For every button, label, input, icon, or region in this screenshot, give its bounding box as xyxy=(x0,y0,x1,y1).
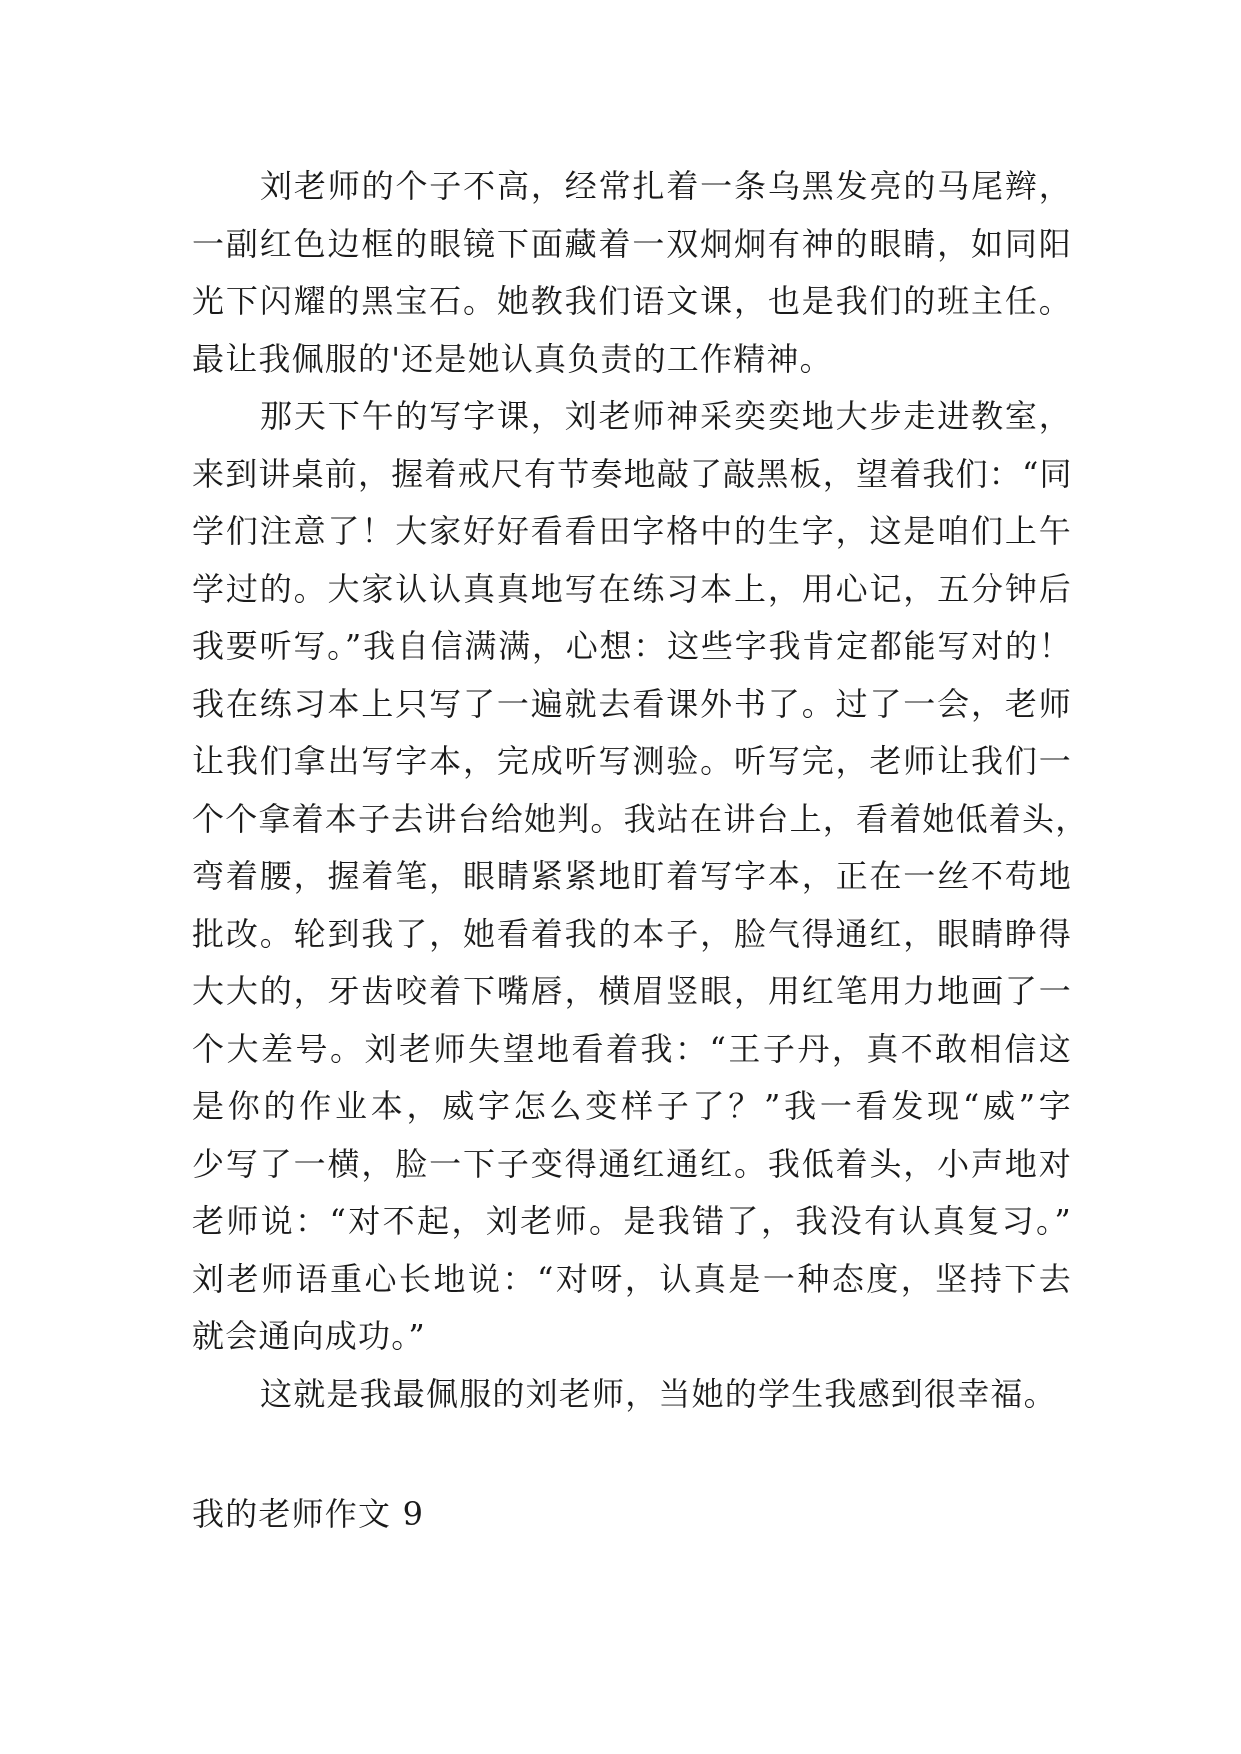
essay-body xyxy=(192,158,1089,1423)
text-line: 光下闪耀的黑宝石。她教我们语文课，也是我们的班主任。 xyxy=(192,282,1072,320)
text-line: 让我们拿出写字本，完成听写测验。听写完，老师让我们一 xyxy=(192,742,1072,780)
text-line: 学过的。大家认认真真地写在练习本上，用心记，五分钟后 xyxy=(192,569,1072,608)
text-line: 刘老师语重心长地说：“对呀，认真是一种态度，坚持下去 xyxy=(192,1259,1072,1298)
paragraph-3 xyxy=(192,1366,1072,1424)
text-line: 个大差号。刘老师失望地看着我：“王子丹，真不敢相信这 xyxy=(192,1029,1072,1068)
section-heading: 我的老师作文 9 xyxy=(192,1495,425,1533)
text-line: 这就是我最佩服的刘老师，当她的学生我感到很幸福。 xyxy=(260,1374,1057,1413)
text-line: 刘老师的个子不高，经常扎着一条乌黑发亮的马尾辫， xyxy=(260,167,1072,205)
text-line: 弯着腰，握着笔，眼睛紧紧地盯着写字本，正在一丝不苟地 xyxy=(192,857,1072,895)
paragraph-2 xyxy=(192,388,1089,1366)
text-line: 来到讲桌前，握着戒尺有节奏地敲了敲黑板，望着我们：“同 xyxy=(192,454,1073,493)
text-line: 老师说：“对不起，刘老师。是我错了，我没有认真复习。” xyxy=(192,1202,1072,1240)
text-line: 那天下午的写字课，刘老师神采奕奕地大步走进教室， xyxy=(260,397,1072,435)
text-line: 少写了一横，脸一下子变得通红通红。我低着头，小声地对 xyxy=(192,1144,1072,1183)
text-line: 我要听写。”我自信满满，心想：这些字我肯定都能写对的！ xyxy=(192,627,1072,665)
text-line: 我在练习本上只写了一遍就去看课外书了。过了一会，老师 xyxy=(192,684,1072,723)
text-line: 最让我佩服的'还是她认真负责的工作精神。 xyxy=(192,339,833,378)
text-line: 学们注意了！大家好好看看田字格中的生字，这是咱们上午 xyxy=(192,512,1072,550)
text-line: 批改。轮到我了，她看着我的本子，脸气得通红，眼睛睁得 xyxy=(192,914,1072,953)
text-line: 一副红色边框的眼镜下面藏着一双炯炯有神的眼睛，如同阳 xyxy=(192,224,1072,263)
text-line: 是你的作业本，威字怎么变样子了？”我一看发现“威”字 xyxy=(192,1087,1072,1125)
paragraph-1 xyxy=(192,158,1072,388)
text-line: 个个拿着本子去讲台给她判。我站在讲台上，看着她低着头， xyxy=(192,799,1089,838)
text-line: 就会通向成功。” xyxy=(192,1317,426,1355)
text-line: 大大的，牙齿咬着下嘴唇，横眉竖眼，用红笔用力地画了一 xyxy=(192,972,1072,1010)
